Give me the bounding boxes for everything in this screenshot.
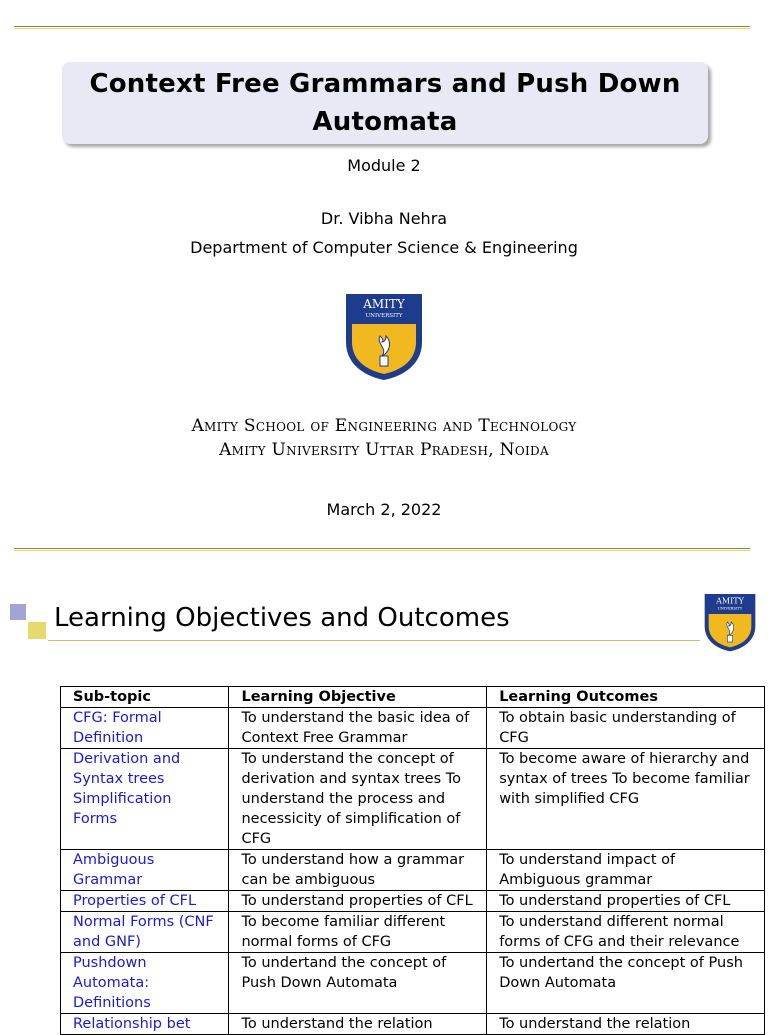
author: Dr. Vibha Nehra xyxy=(320,209,448,228)
logo-text-university: UNIVERSITY xyxy=(365,313,403,319)
outcome-cell: To become aware of hierarchy and syntax of trees To become familiar with simplified CFG xyxy=(487,749,765,850)
objective-cell: To understand the basic idea of Context Free Grammar xyxy=(229,708,487,749)
objective-cell: To understand how a grammar can be ambiguous xyxy=(229,850,487,891)
top-rule xyxy=(14,26,750,29)
outcome-cell: To understand impact of Ambiguous grammar xyxy=(487,850,765,891)
learning-objectives-table xyxy=(60,686,765,1035)
amity-logo-small xyxy=(702,591,758,653)
logo-small-text-amity: AMITY xyxy=(716,596,744,606)
institute: Amity School of Engineering and Technology xyxy=(191,416,577,436)
table-row xyxy=(61,850,765,891)
subtopic-link[interactable]: Normal Forms (CNF and GNF) xyxy=(61,912,229,953)
subtopic-link[interactable]: Properties of CFL xyxy=(61,891,229,912)
bottom-rule xyxy=(14,548,750,551)
subtopic-link[interactable]: Derivation and Syntax trees Simplification Forms xyxy=(61,749,229,850)
university: Amity University Uttar Pradesh, Noida xyxy=(219,440,549,460)
subtopic-link[interactable]: Relationship bet xyxy=(61,1014,229,1035)
outcome-cell: To undertand the concept of Push Down Automata xyxy=(487,953,765,1014)
header-objective: Learning Objective xyxy=(229,687,487,708)
outcome-cell: To understand properties of CFL xyxy=(487,891,765,912)
slide-title: Context Free Grammars and Push Down Automata xyxy=(89,69,681,137)
department: Department of Computer Science & Engineering xyxy=(190,238,578,257)
objective-cell: To become familiar different normal forms of CFG xyxy=(229,912,487,953)
table-row xyxy=(61,912,765,953)
subtopic-link[interactable]: CFG: Formal Definition xyxy=(61,708,229,749)
outcome-cell: To understand the relation xyxy=(487,1014,765,1035)
frame-title: Learning Objectives and Outcomes xyxy=(54,603,510,633)
table-row xyxy=(61,749,765,850)
table-row xyxy=(61,953,765,1014)
table-row xyxy=(61,891,765,912)
table-header-row xyxy=(61,687,765,708)
objective-cell: To understand the concept of derivation and syntax trees To understand the process and necessicity of simplification of CFG xyxy=(229,749,487,850)
amity-logo xyxy=(342,290,426,382)
objective-cell: To understand properties of CFL xyxy=(229,891,487,912)
subtitle: Module 2 xyxy=(347,156,421,175)
table-row xyxy=(61,1014,765,1035)
objective-cell: To understand the relation xyxy=(229,1014,487,1035)
subtopic-link[interactable]: Ambiguous Grammar xyxy=(61,850,229,891)
bullet-square-blue xyxy=(10,604,26,620)
header-subtopic: Sub-topic xyxy=(61,687,229,708)
date: March 2, 2022 xyxy=(326,500,442,519)
logo-small-text-university: UNIVERSITY xyxy=(717,606,743,611)
title-box xyxy=(62,62,708,144)
table-row xyxy=(61,708,765,749)
subtopic-link[interactable]: Pushdown Automata: Definitions xyxy=(61,953,229,1014)
header-outcomes: Learning Outcomes xyxy=(487,687,765,708)
outcome-cell: To obtain basic understanding of CFG xyxy=(487,708,765,749)
outcome-cell: To understand different normal forms of CFG and their relevance xyxy=(487,912,765,953)
logo-text-amity: AMITY xyxy=(363,297,405,311)
bullet-square-yellow xyxy=(28,622,46,639)
frame-title-rule xyxy=(48,640,700,641)
objective-cell: To undertand the concept of Push Down Automata xyxy=(229,953,487,1014)
